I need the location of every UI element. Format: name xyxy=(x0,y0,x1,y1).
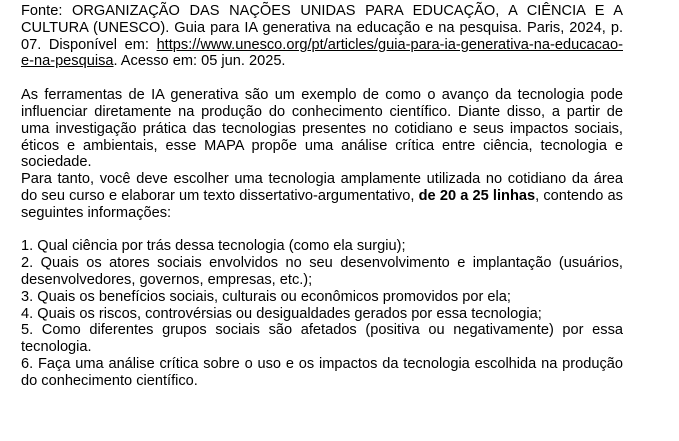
task-paragraph xyxy=(21,171,623,221)
source-text: Fonte: ORGANIZAÇÃO DAS NAÇÕES UNIDAS PARA EDUCAÇÃO, A CIÊNCIA E A CULTURA (UNESCO). Guia para IA generativa na educação e na pesquisa. Paris, 2024, p. 07. Disponível em: xyxy=(21,3,623,53)
task-text: Para tanto, você deve escolher uma tecnologia amplamente utilizada no cotidiano da área do seu curso e elaborar um texto dissertativo-argumentativo, xyxy=(21,171,623,204)
paragraph-gap xyxy=(21,222,623,239)
task-text-end: , contendo as seguintes informações: xyxy=(21,187,623,221)
list-item: 5. Como diferentes grupos sociais são afetados (positiva ou negativamente) por essa tecnologia. xyxy=(21,322,623,356)
unesco-guide-link[interactable]: https://www.unesco.org/pt/articles/guia-para-ia-generativa-na-educacao-e-na-pesquisa xyxy=(21,36,623,70)
source-access-date: . Acesso em: 05 jun. 2025. xyxy=(113,53,286,70)
list-item: 1. Qual ciência por trás dessa tecnologia (como ela surgiu); xyxy=(21,238,406,255)
list-item: 2. Quais os atores sociais envolvidos no seu desenvolvimento e implantação (usuários, desenvolvedores, governos, empresas, etc.); xyxy=(21,255,623,288)
source-citation xyxy=(21,3,623,70)
list-item: 3. Quais os benefícios sociais, culturais ou econômicos promovidos por ela; xyxy=(21,288,511,305)
list-item: 4. Quais os riscos, controvérsias ou desigualdades gerados por essa tecnologia; xyxy=(21,305,542,322)
intro-paragraph: As ferramentas de IA generativa são um exemplo de como o avanço da tecnologia pode influenciar diretamente na produção do conhecimento científico. Diante disso, a partir de uma investigação prática das tecnologias presentes no cotidiano e seus impactos sociais, éticos e ambientais, esse MAPA propõe uma análise crítica entre ciência, tecnologia e sociedade. xyxy=(21,87,623,171)
line-count-requirement: de 20 a 25 linhas xyxy=(418,187,536,204)
requirements-list xyxy=(21,238,623,389)
list-item: 6. Faça uma análise crítica sobre o uso e os impactos da tecnologia escolhida na produção do conhecimento científico. xyxy=(21,355,623,389)
